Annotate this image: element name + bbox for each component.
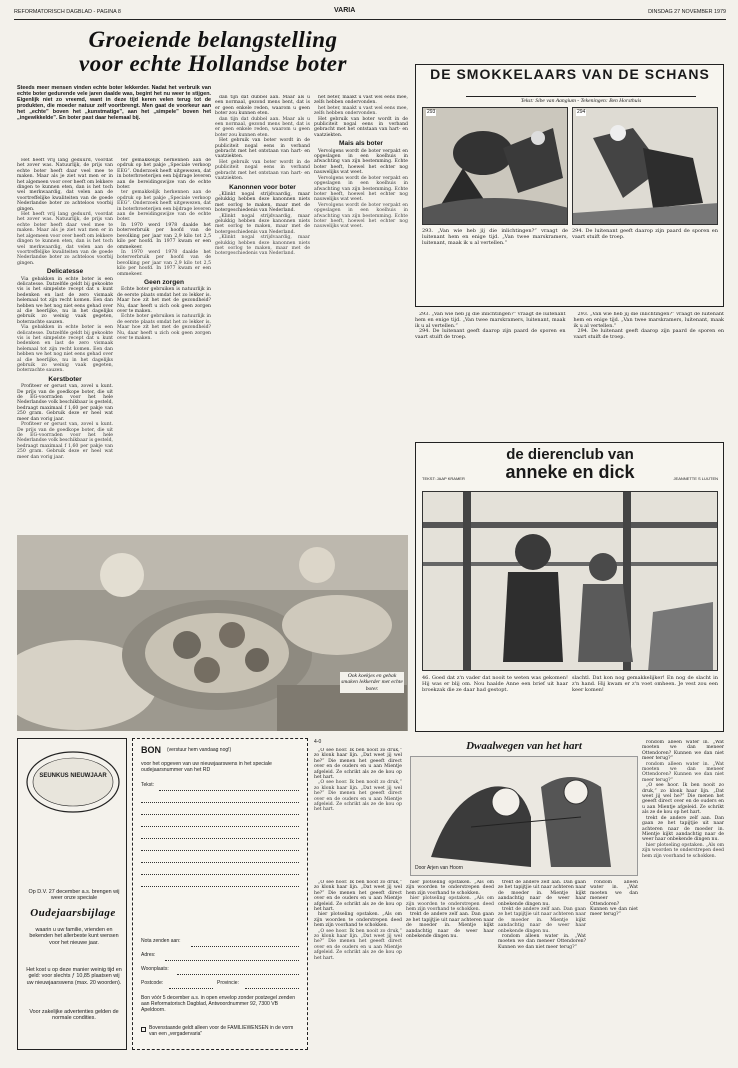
woonplaats-label: Woonplaats:: [141, 966, 169, 972]
article-paragraph: Echte boter gebruiken is natuurlijk in de eerste plaats omdat het zo lekker is. Maar hoe zit het met de gezondheid? Nu, daar heeft u zich ook geen zorgen over te maken.: [117, 314, 211, 341]
article-paragraph: Profiteer er gerust van, zovel u kunt. De prijs van de goedkope boter, die uit de EG-voorraden voor het hele Nederlandse volk beschikbaar is gesteld, bedraagt maximaal f 1,60 per pakje van 250 gram. Gebruik deze er heel wat meer dan vorig jaar.: [17, 422, 113, 460]
story-column-1: [314, 748, 402, 876]
panel-drawing: [423, 492, 718, 671]
comic-text-293: 293. „Van wie heb jij die inlichtingen?” vraagt de luitenant hem en enige tijd. „Van twee marskramers, luitenant, maak ik u al vertellen.”: [422, 228, 568, 246]
tekst-field-3[interactable]: [141, 807, 299, 815]
tekst-field-9[interactable]: [141, 879, 299, 887]
comic-text-46b: slachtl. Dat kon nog gemakkelijker! En nog de slacht in z'n hand. Hij kwam er z'n voet omheen. Je vest zou een keer komen!: [572, 675, 718, 693]
story-paragraph: „O see hoor. Ik ben nooit zo druk,” zo klonk haar lijn. „Dat weet jij wel he?” Die menen het geeeft direct over en de ouders en u aan Mientje afgeleid. Ze schrikt als ze de kou op het hart.: [314, 928, 402, 961]
article-paragraph: Het heeft vrij lang geduurd, voordat het zover was. Natuurlijk, de prijs van echte boter heeft daar veel mee te maken. Maar als je ziet wat men er in het algemeen voor over heeft om lekkere dingen te kunnen eten, dan is het toch wel merkwaardig, dat velen aan de voortreffelijke kwaliteiten van de goede Nederlandse boter zo achteloos voorbij gingen.: [17, 158, 113, 212]
article-paragraph: dan tijn dat dubbel aan. Maar als u een normaal, gezond mens bent, dat is er geen enkele reden, waarom u geen boter zou kunnen eten.: [215, 95, 310, 117]
comic-dierenclub: [415, 442, 724, 732]
checkbox-familie[interactable]: [141, 1027, 146, 1032]
tekst-field-6[interactable]: [141, 843, 299, 851]
article-paragraph: Het gebruik van boter wordt in de publiciteit nogal eens in verband gebracht met het ontstaan van hart- en vaatziekten.: [215, 159, 310, 182]
tekst-field-4[interactable]: [141, 819, 299, 827]
provincie-field[interactable]: [245, 981, 299, 989]
article-paragraph: Vervolgens wordt de boter verpakt en opgeslagen in een koelhuis in afwachting van zijn bestemming. Echte boter heeft, hoewel het echter nog nauwelijks wat weet.: [314, 202, 408, 230]
comic-title-line-1: de dierenclub van: [506, 446, 634, 463]
article-paragraph: Het heeft vrij lang geduurd, voordat het zover was. Natuurlijk, de prijs van echte boter heeft daar veel mee te maken. Maar als je ziet wat men er in het algemeen voor over heeft om lekkere dingen te kunnen eten, dan is het toch wel merkwaardig, dat velen aan de voortreffelijke kwaliteiten van de goede Nederlandse boter zo achteloos voorbij gingen.: [17, 212, 113, 266]
bon-footer: Bon vóór 5 december a.s. in open envelop zonder postzegel zenden aan Reformatorisch Dagblad, Antwoordnummer 92, 7300 VB Apeldoorn.: [141, 995, 296, 1013]
promo-line-3: Het kost u op deze manier weinig tijd en geld: voor slechts ƒ 10,85 plaatsen wij uw nieuwjaarswens (max. 20 woorden).: [26, 967, 122, 986]
story-byline: Door Arjen van Hoorn: [415, 865, 464, 872]
story-paragraph: rondom alleen water in. „Wat moeten we dan meneer Ottendoren? Kunnen we dan niet meer terug?”: [642, 740, 724, 762]
tekst-label: Tekst:: [141, 782, 155, 788]
comic-smokkelaars: [415, 64, 724, 307]
headline-line-2: voor echte Hollandse boter: [79, 51, 347, 76]
story-paragraph: „O see hoor. Ik ben nooit zo druk,” zo klonk haar lijn. „Dat weet jij wel he?” Die menen het geeeft direct over en de ouders en u aan Mientje afgeleid. Ze schrikt als ze de kou op het hart.: [314, 780, 402, 813]
subhead-kanonnen: Kanonnen voor boter: [229, 183, 296, 191]
article-paragraph: Vervolgens wordt de boter verpakt en opgeslagen in een koelhuis in afwachting van zijn bestemming. Echte boter heeft, hoewel het echter nog nauwelijks wat weet.: [314, 175, 408, 203]
baked-goods-photo: [17, 535, 408, 731]
subhead-mais: Mais als boter: [339, 140, 383, 148]
story-paragraph: trekt de andere zelf aan. Dan gaan ze het tapijtjie uit naar achteren naar de moeder in. Mientje kijkt aandachtig naar de weer haar onbekende dingen nu.: [498, 880, 586, 907]
badge-icon: [23, 747, 123, 817]
story-paragraph: „O see hoor. Ik ben nooit zo druk,” zo klonk haar lijn. „Dat weet jij wel he?” Die menen het geeeft direct over en de ouders en u aan Mientje afgeleid. Ze schrikt als ze de kou op het hart.: [314, 748, 402, 781]
article-paragraph: het beter, maakt u vast wel eens mee, zelfs hebben ondervonden.: [314, 105, 408, 117]
article-paragraph: het beter, maakt u vast wel eens mee, zelfs hebben ondervonden.: [314, 95, 408, 106]
panel-number: 294: [577, 109, 586, 115]
checkbox-label: Bovenstaande geldt alleen voor de FAMILIEWENSEN in de vorm van een „vergadervaria”: [149, 1025, 294, 1037]
tekst-field-1[interactable]: [159, 783, 299, 791]
panel-number: 293: [427, 109, 436, 115]
article-paragraph: Profiteer er gerust van, zovel u kunt. De prijs van de goedkope boter, die uit de EG-voorraden voor het hele Nederlandse volk beschikbaar is gesteld, bedraagt maximaal f 1,60 per pakje van 250 gram. Gebruik deze er heel wat meer dan vorig jaar.: [17, 384, 113, 422]
article-headline: [18, 28, 408, 76]
article-paragraph: Het gebruik van boter wordt in de publiciteit nogal eens in verband gebracht met het ontstaan van hart- en vaatziekten.: [215, 138, 310, 160]
story-column-4: [498, 880, 586, 1048]
comic-title: DE SMOKKELAARS VAN DE SCHANS: [430, 66, 710, 82]
article-paragraph: ter gemakkelijk herkennen aan de opdruk op het pakje „Speciale verkoop EEG”. Onderzoek heeft uitgewezen, dat in boterbroeterijen een bijdrage leveren aan de bereidingswijze van de echte boter.: [117, 158, 211, 191]
comic-title-block: [422, 447, 718, 487]
article-paragraph: In 1970 werd 1978 daalde het boterverbruik per hoofd van de bevolking per jaar van 2,9 kilo tot 2,5 kilo per hoofd. In 1977 kwam er een ommekeer.: [117, 249, 211, 277]
comic-panel-293: [422, 107, 568, 225]
article-paragraph: Vervolgens wordt de boter verpakt en opgeslagen in een koelhuis in afwachting van zijn bestemming. Echte boter heeft, hoewel het echter nog nauwelijks wat weet.: [314, 148, 408, 176]
story-paragraph: rondom alleen water in. „Wat moeten we dan meneer Ottendoren? Kunnen we dan niet meer terug?”: [590, 880, 638, 918]
article-paragraph: ter gemakkelijk herkennen aan de opdruk op het pakje „Speciale verkoop EEG”. Onderzoek heeft uitgewezen, dat in boterbroeterijen een bijdrage leveren aan de bereidingswijze van de echte boter.: [117, 190, 211, 223]
comic-text-294: 294. De luitenant geeft daarop zijn paard de sporen en vaart stuift de troep.: [572, 228, 718, 240]
article-paragraph: Via gebakken in echte boter is een delicatesse. Datzelfde geldt bij gekookte vis is het simpelste recept dat u kunt bedenken en last de zero vismaak helemaal tot zijn recht komen. Een dan hebben we het nog niet eens gehad over al die heerlijke, nu in het dagelijks gebruik zo weinig vaak gegeten, boterzachte sauzen.: [17, 276, 113, 325]
tekst-field-5[interactable]: [141, 831, 299, 839]
story-paragraph: hier plotseling opstaken. „Als om zijn woorden te onderstrepen deed hem zijn voorhand te schokken.: [406, 880, 494, 896]
naam-label: Nota zenden aan:: [141, 938, 181, 944]
postcode-field[interactable]: [169, 981, 213, 989]
illustration-drawing: [411, 757, 638, 876]
story-illustration: [410, 756, 638, 876]
article-paragraph: Echte boter gebruiken is natuurlijk in de eerste plaats omdat het zo lekker is. Maar hoe zit het met de gezondheid? Nu, daar heeft u zich ook geen zorgen over te maken.: [117, 287, 211, 314]
adres-field[interactable]: [165, 953, 299, 961]
comic-title-line-2: anneke en dick: [505, 462, 635, 482]
tekst-field-2[interactable]: [141, 795, 299, 803]
comic-credit-left: TEKST: JAAP KRAMER: [422, 476, 465, 481]
masthead: [14, 8, 726, 20]
comic-panel-294: [572, 107, 718, 225]
article-column-2: [117, 158, 211, 530]
provincie-label: Provincie:: [217, 980, 239, 986]
naam-field[interactable]: [191, 939, 299, 947]
right-filler-text: [415, 312, 724, 437]
article-paragraph: „Klinkt nogal strijdvaardig, maar gelukkig hebben deze kanonnen niets met oorlog te maken, maar met de botergeschiedenis van Nederland.: [215, 213, 310, 235]
story-column-6: [590, 880, 638, 1048]
article-paragraph: 294. De luitenant geeft daarop zijn paard de sporen en vaart stuift de troep.: [573, 328, 724, 341]
article-paragraph: 293. „Van wie heb jij die inlichtingen?” vraagt de luitenant hem en enige tijd. „Van twee marskramers, luitenant, maak ik u al vertellen.”: [573, 312, 724, 329]
bon-text: voor het opgeven van uw nieuwjaarswens in het speciale oudejaarsnummer van het RD: [141, 761, 272, 774]
bon-title: BON: [141, 745, 161, 755]
bon-coupon: [132, 738, 308, 1050]
story-paragraph: rondom alleen water in. „Wat moeten we dan meneer Ottendoren? Kunnen we dan niet meer terug?”: [642, 761, 724, 783]
section-title: VARIA: [334, 7, 356, 14]
story-paragraph: trekt de andere zelf aan. Dan gaan ze het tapijtjie uit naar achteren naar de moeder in. Mientje kijkt aandachtig naar de weer haar onbekende dingen nu.: [642, 815, 724, 843]
article-paragraph: „Klinkt nogal strijdvaardig, maar gelukkig hebben deze kanonnen niets met oorlog te maken, maar met de botergeschiedenis van Nederland.: [215, 191, 310, 214]
story-paragraph: „O see hoor. Ik ben nooit zo druk,” zo klonk haar lijn. „Dat weet jij wel he?” Die menen het geeeft direct over en de ouders en u aan Mientje afgeleid. Ze schrikt als ze de kou op het hart.: [314, 880, 402, 913]
subhead-geen-zorgen: Geen zorgen: [144, 278, 184, 286]
tekst-field-8[interactable]: [141, 867, 299, 875]
promo-heading: Oudejaarsbijlage: [30, 907, 116, 919]
masthead-left: REFORMATORISCH DAGBLAD - PAGINA 8: [14, 9, 121, 15]
article-column-1: [17, 158, 113, 530]
promo-brand: SEUNKUS NIEUWJAAR: [39, 773, 107, 779]
story-column-5: [642, 740, 724, 1048]
adres-label: Adres:: [141, 952, 156, 958]
story-paragraph: rondom alleen water in. „Wat moeten we dan meneer Ottendoren? Kunnen we dan niet meer terug?”: [498, 934, 586, 950]
story-paragraph: hier plotseling opstaken. „Als om zijn woorden te onderstrepen deed hem zijn voorhand te schokken.: [406, 896, 494, 913]
masthead-date: DINSDAG 27 NOVEMBER 1979: [648, 9, 726, 15]
promo-line-4: Voor zakelijke advertenties gelden de normale condities.: [29, 1009, 119, 1022]
photo-caption: Ook koekjes en gebak smaken lekkerder met echte boter.: [341, 673, 403, 692]
story-title: Dwaalwegen van het hart: [466, 740, 582, 752]
promo-line-2: waarin u uw familie, vrienden en bekenden het allerbeste kunt wensen voor het nieuwe jaar.: [29, 927, 119, 946]
article-paragraph: 293. „Van wie heb jij die inlichtingen?” vraagt de luitenant hem en enige tijd. „Van twee marskramers, luitenant, maak ik u al vertellen.”: [415, 312, 566, 329]
comic-credit: Tekst: Sibe van Aangium - Tekeningen: Ben Horsthuis: [466, 96, 696, 105]
article-column-4: [314, 95, 408, 530]
headline-line-1: Groeiende belangstelling: [88, 27, 338, 52]
subhead-kerstboter: Kerstboter: [48, 375, 82, 383]
article-lead: Steeds meer mensen vinden echte boter lekkerder. Nadat het verbruik van echte boter gedurende vele jaren daalde was, begint het nu weer te stijgen. Eigenlijk niet zo vreemd, want in deze tijd keren velen terug tot de produkten, die moeder natuur zelf voortbrengt. Men gaat de voorkeur aan het „echte” boven het „kunstmatige”, aan het „simpele” boven het „ingewikkelde”. En boter past daar helemaal bij.: [17, 85, 211, 122]
postcode-label: Postcode:: [141, 980, 164, 986]
panel-drawing: [423, 108, 568, 225]
photo-illustration: [17, 535, 408, 731]
story-paragraph: hier plotseling opstaken. „Als om zijn woorden te onderstrepen deed hem zijn voorhand te schokken.: [642, 842, 724, 859]
article-paragraph: Via gebakken in echte boter is een delicatesse. Datzelfde geldt bij gekookte vis is het simpelste recept dat u kunt bedenken en last de zero vismaak helemaal tot zijn recht komen. Een dan hebben we het nog niet eens gehad over al die heerlijke, nu in het dagelijks gebruik zo weinig vaak gegeten, boterzachte sauzen.: [17, 325, 113, 374]
article-paragraph: In 1970 werd 1978 daalde het boterverbruik per hoofd van de bevolking per jaar van 2,9 kilo tot 2,5 kilo per hoofd. In 1977 kwam er een ommekeer.: [117, 222, 211, 250]
oudejaars-promo: [17, 738, 127, 1050]
bon-subtitle: (verstuur hem vandaag nog!): [167, 747, 232, 753]
tekst-field-7[interactable]: [141, 855, 299, 863]
article-paragraph: 294. De luitenant geeft daarop zijn paard de sporen en vaart stuift de troep.: [415, 328, 566, 341]
comic-credit-right: JEANNETTE S LUIJTEN: [673, 476, 718, 481]
subhead-delicatesse: Delicatesse: [46, 268, 84, 276]
story-column-3: [406, 880, 494, 1048]
article-column-3: [215, 95, 310, 530]
woonplaats-field[interactable]: [177, 967, 299, 975]
story-paragraph: hier plotseling opstaken. „Als om zijn woorden te onderstrepen deed hem zijn voorhand te schokken.: [314, 912, 402, 929]
story-number: 4-0: [314, 739, 322, 745]
article-paragraph: Het gebruik van boter wordt in de publiciteit nogal eens in verband gebracht met het ontstaan van hart- en vaatziekten.: [314, 116, 408, 138]
panel-drawing: [573, 108, 718, 225]
article-paragraph: „Klinkt nogal strijdvaardig, maar gelukkig hebben deze kanonnen niets met oorlog te maken, maar met de botergeschiedenis van Nederland.: [215, 235, 310, 257]
comic-panel-46: [422, 491, 718, 671]
promo-line-1: Op D.V. 27 december a.s. brengen wij weer onze speciale: [28, 889, 120, 902]
article-paragraph: dan tijn dat dubbel aan. Maar als u een normaal, gezond mens bent, dat is er geen enkele reden, waarom u geen boter zou kunnen eten.: [215, 116, 310, 138]
story-paragraph: trekt de andere zelf aan. Dan gaan ze het tapijtjie uit naar achteren naar de moeder in. Mientje kijkt aandachtig naar de weer haar onbekende dingen nu.: [498, 907, 586, 934]
story-column-2: [314, 880, 402, 1048]
story-paragraph: trekt de andere zelf aan. Dan gaan ze het tapijtjie uit naar achteren naar de moeder in. Mientje kijkt aandachtig naar de weer haar onbekende dingen nu.: [406, 912, 494, 940]
story-paragraph: „O see hoor. Ik ben nooit zo druk,” zo klonk haar lijn. „Dat weet jij wel he?” Die menen het geeeft direct over en de ouders en u aan Mientje afgeleid. Ze schrikt als ze de kou op het hart.: [642, 783, 724, 816]
comic-text-46: 46. Goed dat z'n vader dat nooit te weten was gekomen! Hij was er blij om. Nou haalde Anne een brief uit haar broekzak die ze daar had gestopt.: [422, 675, 568, 693]
